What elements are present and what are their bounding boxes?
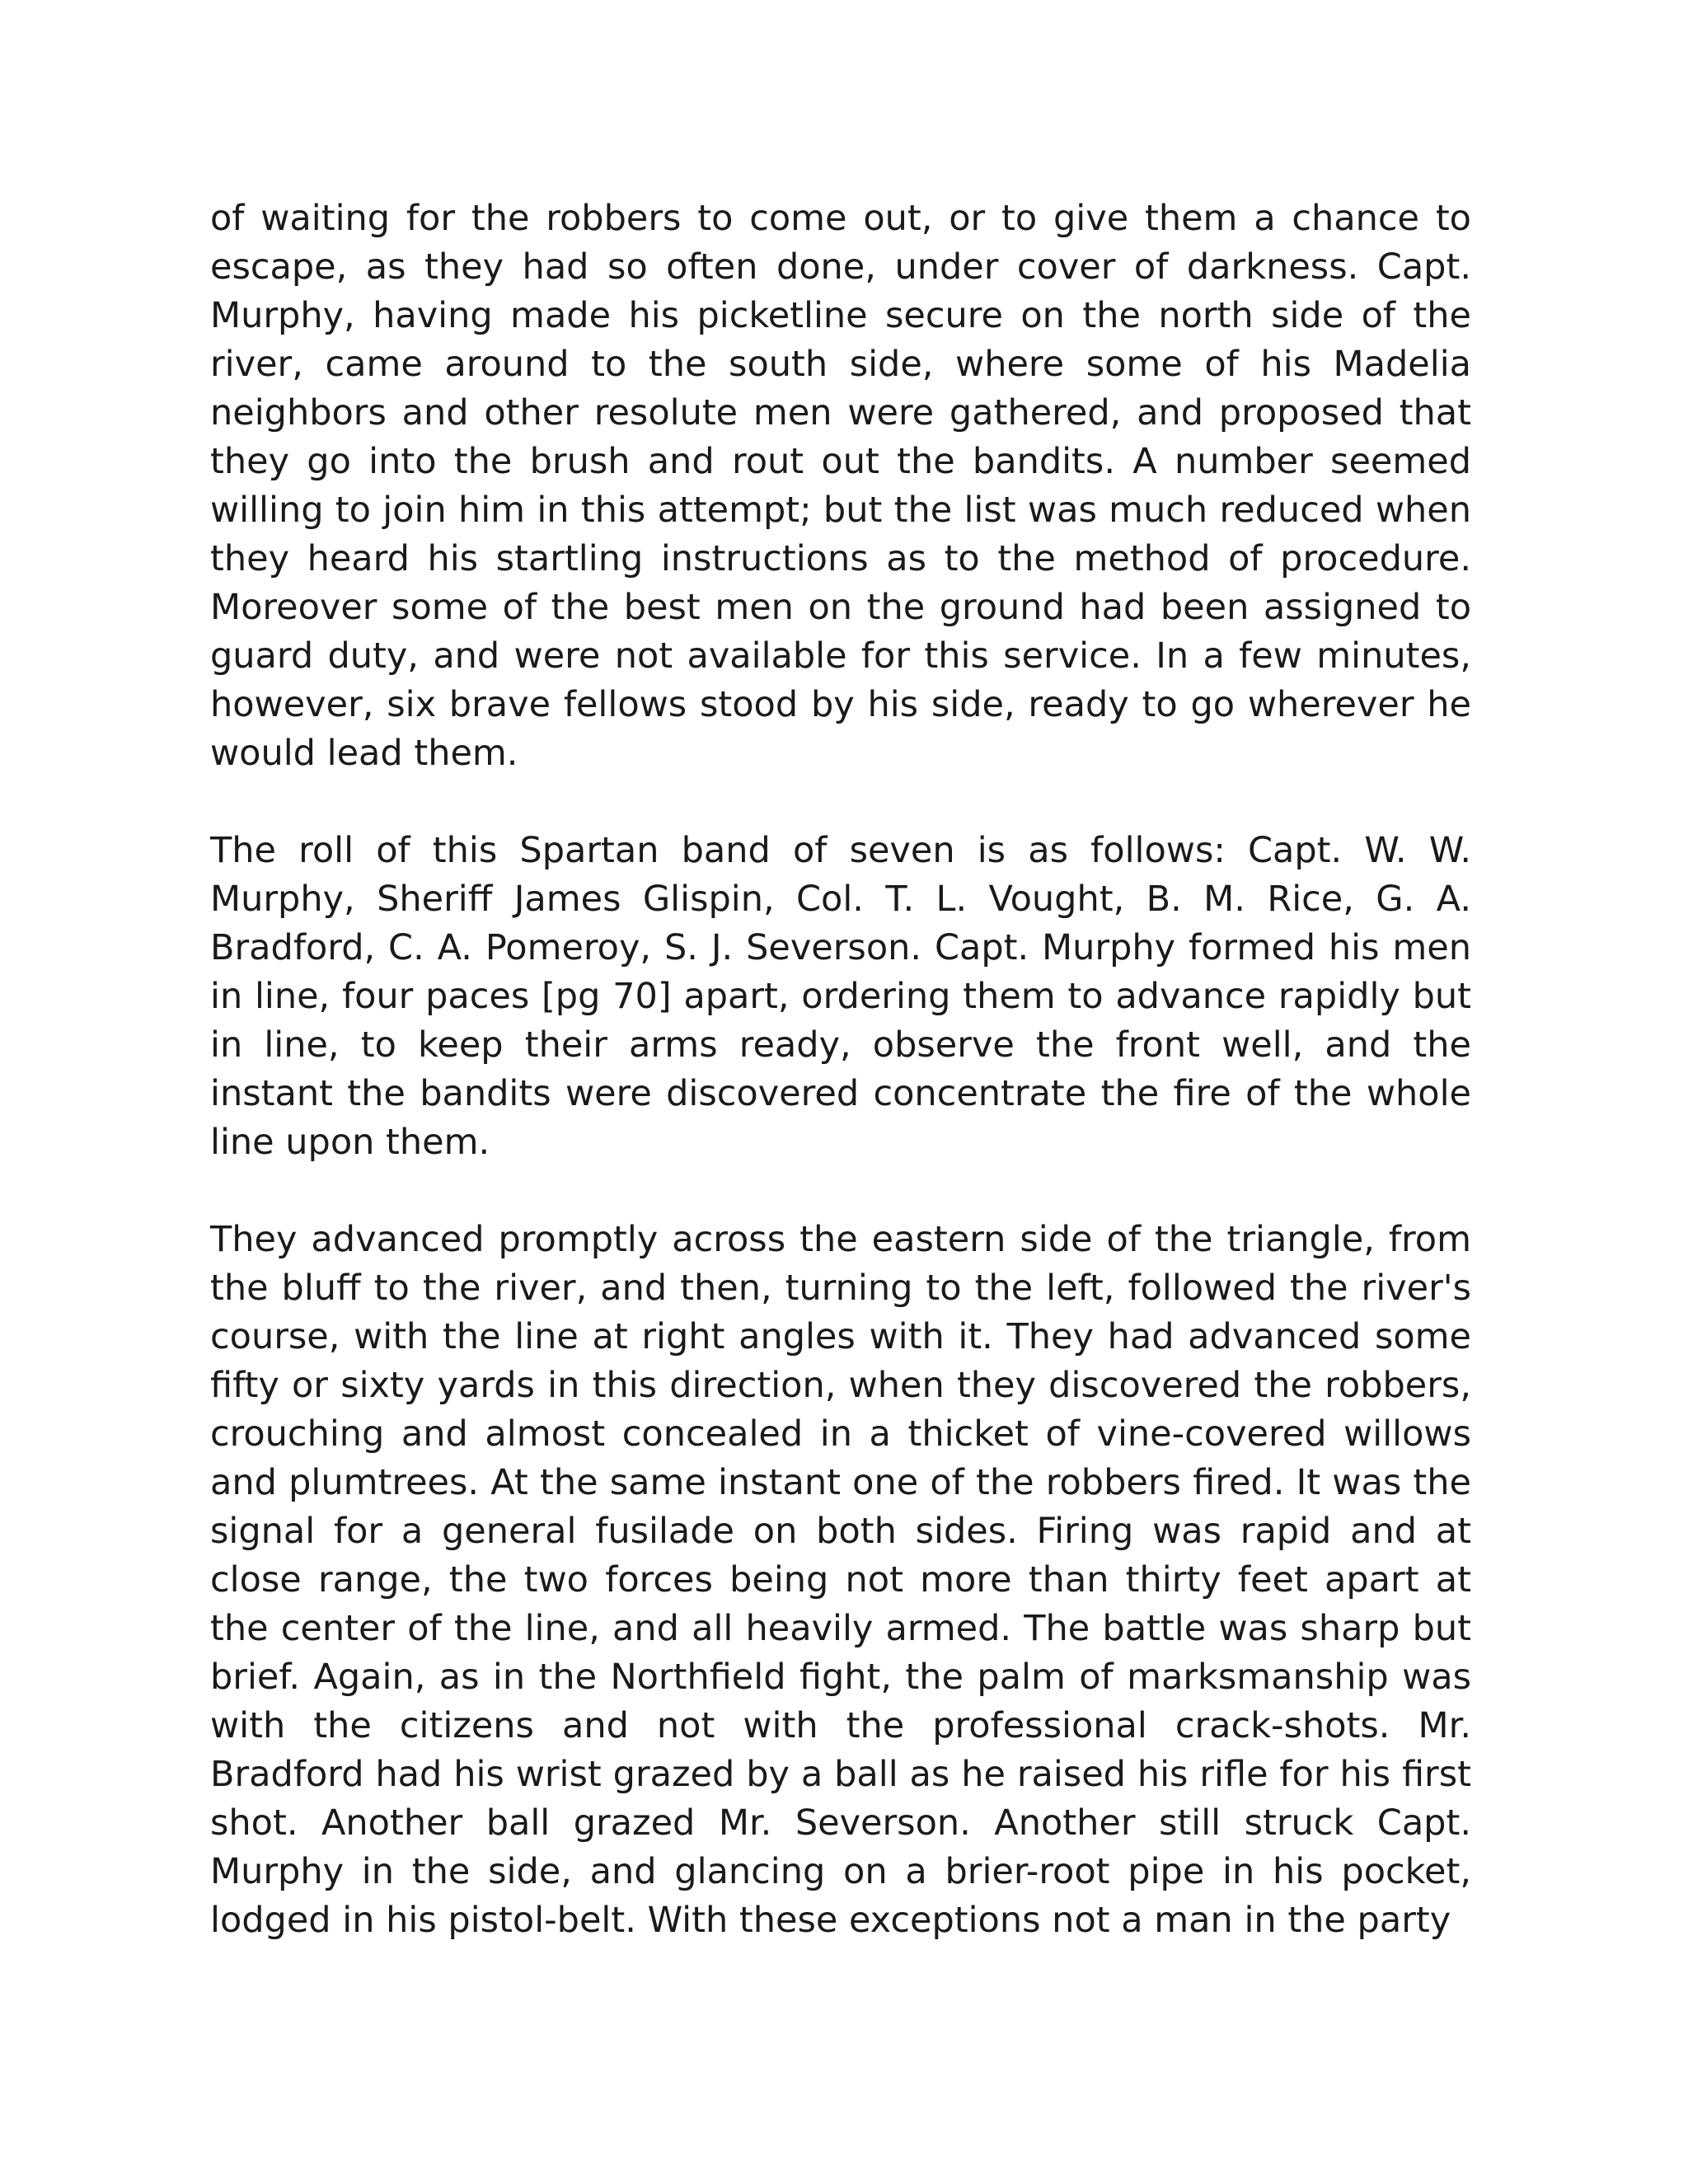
- paragraph-1: of waiting for the robbers to come out, or to give them a chance to escape, as they had so often done, under cover of darkness. Capt. Murphy, having made his picketline secure on the north side of the river, came around to the south side, where some of his Madelia neighbors and other resolute men were gathered, and proposed that they go into the brush and rout out the bandits. A number seemed willing to join him in this attempt; but the list was much reduced when they heard his startling instructions as to the method of procedure. Moreover some of the best men on the ground had been assigned to guard duty, and were not available for this service. In a few minutes, however, six brave fellows stood by his side, ready to go wherever he would lead them.: [210, 198, 1471, 774]
- paragraph-2: The roll of this Spartan band of seven is as follows: Capt. W. W. Murphy, Sheriff James Glispin, Col. T. L. Vought, B. M. Rice, G. A. Bradford, C. A. Pomeroy, S. J. Severson. Capt. Murphy formed his men in line, four paces [pg 70] apart, ordering them to advance rapidly but in line, to keep their arms ready, observe the front well, and the instant the bandits were discovered concentrate the fire of the whole line upon them.: [210, 830, 1471, 1163]
- paragraph-3: They advanced promptly across the eastern side of the triangle, from the bluff to the river, and then, turning to the left, followed the river's course, with the line at right angles with it. They had advanced some fifty or sixty yards in this direction, when they discovered the robbers, crouching and almost concealed in a thicket of vine-covered willows and plumtrees. At the same instant one of the robbers fired. It was the signal for a general fusilade on both sides. Firing was rapid and at close range, the two forces being not more than thirty feet apart at the center of the line, and all heavily armed. The battle was sharp but brief. Again, as in the Northfield fight, the palm of marksmanship was with the citizens and not with the professional crack-shots. Mr. Bradford had his wrist grazed by a ball as he raised his rifle for his first shot. Another ball grazed Mr. Severson. Another still struck Capt. Murphy in the side, and glancing on a brier-root pipe in his pocket, lodged in his pistol-belt. With these exceptions not a man in the party: [210, 1219, 1471, 1941]
- body-text: [210, 194, 1471, 1945]
